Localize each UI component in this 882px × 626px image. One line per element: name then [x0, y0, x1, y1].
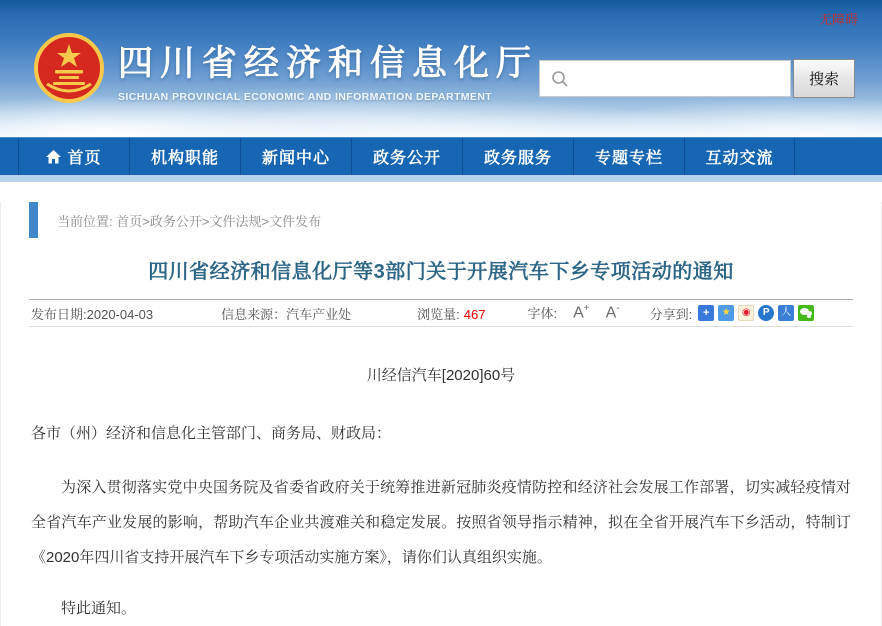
site-header [0, 0, 882, 137]
search-button[interactable]: 搜索 [793, 59, 855, 98]
home-icon [46, 150, 61, 164]
search-input[interactable] [569, 61, 790, 96]
wechat-icon[interactable] [798, 305, 814, 321]
article-page [0, 202, 882, 626]
site-subtitle: SICHUAN PROVINCIAL ECONOMIC AND INFORMATION DEPARTMENT [118, 91, 493, 103]
breadcrumb-accent-bar [29, 202, 38, 238]
article-body-paragraph: 为深入贯彻落实党中央国务院及省委省政府关于统筹推进新冠肺炎疫情防控和经济社会发展工作部署，切实减轻疫情对全省汽车产业发展的影响，帮助汽车企业共渡难关和稳定发展。按照省领导指示精神，拟在全省开展汽车下乡活动，特制订《2020年四川省支持开展汽车下乡专项活动实施方案》，请你们认真组织实施。 [31, 479, 851, 566]
nav-item-news-center[interactable] [240, 138, 351, 175]
main-nav [0, 137, 882, 175]
font-decrease-button[interactable]: A- [605, 303, 620, 322]
search-icon [551, 70, 569, 88]
breadcrumb-documents[interactable]: 文件法规 [209, 213, 262, 229]
sina-weibo-icon[interactable]: ◉ [738, 305, 754, 321]
search-area [539, 59, 855, 98]
breadcrumb-gov-disclosure[interactable]: 政务公开 [149, 213, 202, 229]
article-closing: 特此通知。 [61, 600, 137, 617]
search-box[interactable] [539, 60, 791, 97]
nav-bottom-strip [0, 175, 882, 182]
article-meta-bar [29, 299, 853, 327]
nav-item-interaction[interactable] [684, 138, 795, 175]
font-label: 字体: [527, 306, 558, 322]
share-more-icon[interactable]: + [698, 305, 714, 321]
breadcrumb-separator: > [142, 213, 150, 229]
nav-item-label: 机构职能 [150, 150, 219, 167]
nav-item-special-topics[interactable] [573, 138, 684, 175]
breadcrumb-doc-release[interactable]: 文件发布 [269, 213, 322, 229]
info-source: 信息来源：汽车产业处 [221, 306, 352, 322]
site-brand[interactable] [33, 32, 538, 104]
view-count: 浏览量: 467 [417, 306, 486, 322]
breadcrumb-home[interactable]: 首页 [116, 213, 143, 229]
national-emblem-logo [33, 32, 105, 104]
nav-item-org-functions[interactable] [129, 138, 240, 175]
nav-item-gov-disclosure[interactable] [351, 138, 462, 175]
breadcrumb-label: 当前位置: [57, 213, 113, 229]
site-title: 四川省经济和信息化厅 [118, 44, 539, 83]
tencent-weibo-icon[interactable]: P [758, 305, 774, 321]
qzone-icon[interactable]: ★ [718, 305, 734, 321]
font-increase-button[interactable]: A+ [573, 303, 590, 322]
nav-item-label: 互动交流 [705, 150, 774, 167]
nav-item-label: 政务服务 [483, 150, 552, 167]
breadcrumb-separator: > [201, 213, 210, 229]
nav-item-home[interactable] [18, 138, 129, 175]
breadcrumb-separator: > [261, 213, 270, 229]
article-salutation: 各市（州）经济和信息化主管部门、商务局、财政局： [31, 425, 392, 442]
nav-item-label: 首页 [67, 150, 102, 167]
nav-item-label: 专题专栏 [594, 150, 663, 167]
share-label: 分享到: [649, 306, 693, 322]
share-controls [650, 304, 819, 323]
font-size-controls [527, 303, 619, 322]
nav-item-label: 政务公开 [372, 150, 441, 167]
accessibility-link[interactable]: 无障碍 [818, 12, 858, 27]
people-weibo-icon[interactable]: 人 [778, 305, 794, 321]
breadcrumb [29, 202, 881, 238]
nav-item-gov-services[interactable] [462, 138, 573, 175]
document-number: 川经信汽车[2020]60号 [366, 367, 516, 384]
publish-date: 发布日期:2020-04-03 [31, 306, 154, 322]
nav-item-label: 新闻中心 [261, 150, 330, 167]
article-title: 四川省经济和信息化厅等3部门关于开展汽车下乡专项活动的通知 [148, 261, 734, 283]
